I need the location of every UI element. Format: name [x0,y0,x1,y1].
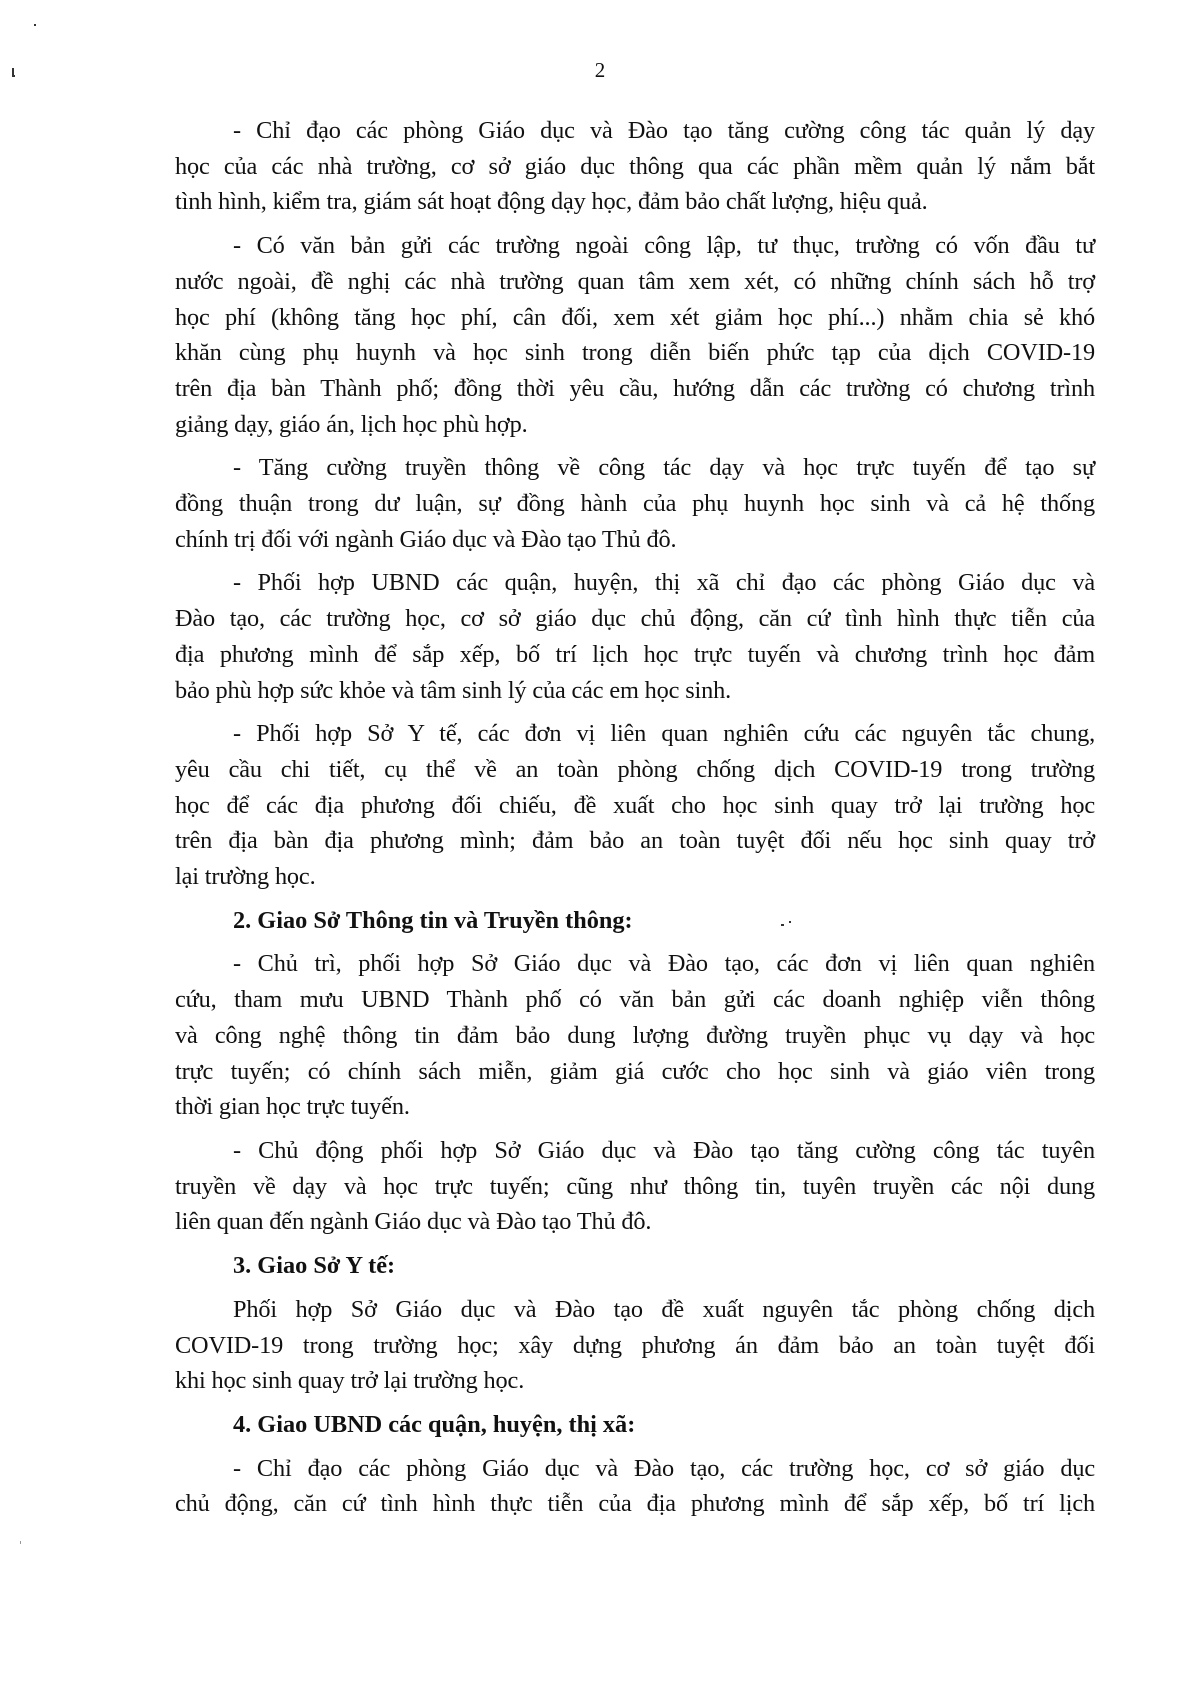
text-line: - Phối hợp Sở Y tế, các đơn vị liên quan nghiên cứu các nguyên tắc chung, [233,720,1095,748]
paragraph [175,1133,1095,1240]
text-line: liên quan đến ngành Giáo dục và Đào tạo Thủ đô. [175,1208,652,1236]
paragraph [175,565,1095,708]
text-line: chính trị đối với ngành Giáo dục và Đào tạo Thủ đô. [175,525,677,553]
text-line: khi học sinh quay trở lại trường học. [175,1367,525,1395]
text-line: tình hình, kiểm tra, giám sát hoạt động dạy học, đảm bảo chất lượng, hiệu quả. [175,188,928,216]
text-line: học của các nhà trường, cơ sở giáo dục thông qua các phần mềm quản lý nắm bắt [175,152,1095,180]
text-line: lại trường học. [175,863,316,891]
text-line: Phối hợp Sở Giáo dục và Đào tạo đề xuất nguyên tắc phòng chống dịch [233,1295,1095,1323]
text-line: yêu cầu chi tiết, cụ thể về an toàn phòng chống dịch COVID-19 trong trường [175,755,1095,783]
text-line: bảo phù hợp sức khỏe và tâm sinh lý của các em học sinh. [175,676,732,704]
paragraph [175,1292,1095,1399]
text-line: - Phối hợp UBND các quận, huyện, thị xã chỉ đạo các phòng Giáo dục và [233,569,1095,597]
text-line: - Chủ động phối hợp Sở Giáo dục và Đào tạo tăng cường công tác tuyên [233,1136,1095,1164]
text-line: trên địa bàn Thành phố; đồng thời yêu cầu, hướng dẫn các trường có chương trình [175,374,1095,402]
scan-speck [12,75,15,77]
document-body [175,113,1095,1530]
paragraph [175,113,1095,220]
text-line: - Có văn bản gửi các trường ngoài công lập, tư thục, trường có vốn đầu tư [233,232,1095,260]
text-line: - Tăng cường truyền thông về công tác dạy và học trực tuyến để tạo sự [233,454,1095,482]
text-line: trực tuyến; có chính sách miễn, giảm giá cước cho học sinh và giáo viên trong [175,1057,1095,1085]
text-line: - Chỉ đạo các phòng Giáo dục và Đào tạo tăng cường công tác quản lý dạy [233,117,1095,144]
text-line: thời gian học trực tuyến. [175,1093,410,1121]
scan-speck [20,1541,21,1544]
text-line: chủ động, căn cứ tình hình thực tiễn của địa phương mình để sắp xếp, bố trí lịch [175,1490,1095,1518]
text-line: và công nghệ thông tin đảm bảo dung lượng đường truyền phục vụ dạy và học [175,1021,1095,1049]
text-line: khăn cùng phụ huynh và học sinh trong diễn biến phức tạp của dịch COVID-19 [175,339,1095,367]
paragraph [175,450,1095,557]
scan-speck [34,24,36,26]
paragraph [175,946,1095,1125]
text-line: trên địa bàn địa phương mình; đảm bảo an toàn tuyệt đối nếu học sinh quay trở [175,827,1095,855]
text-line: học để các địa phương đối chiếu, đề xuất cho học sinh quay trở lại trường học [175,791,1095,819]
paragraph [175,228,1095,442]
text-line: đồng thuận trong dư luận, sự đồng hành của phụ huynh học sinh và cả hệ thống [175,490,1095,518]
section-heading: 4. Giao UBND các quận, huyện, thị xã: [233,1410,636,1438]
text-line: truyền về dạy và học trực tuyến; cũng như thông tin, tuyên truyền các nội dung [175,1172,1095,1200]
scan-speck [12,68,14,75]
text-line: - Chủ trì, phối hợp Sở Giáo dục và Đào tạo, các đơn vị liên quan nghiên [233,950,1095,978]
text-line: Đào tạo, các trường học, cơ sở giáo dục chủ động, căn cứ tình hình thực tiễn của [175,605,1095,633]
text-line: nước ngoài, đề nghị các nhà trường quan tâm xem xét, có những chính sách hỗ trợ [175,267,1095,295]
page-number: 2 [594,58,606,82]
paragraph [175,1451,1095,1522]
text-line: COVID-19 trong trường học; xây dựng phương án đảm bảo an toàn tuyệt đối [175,1331,1095,1359]
text-line: địa phương mình để sắp xếp, bố trí lịch học trực tuyến và chương trình học đảm [175,640,1095,668]
text-line: học phí (không tăng học phí, cân đối, xem xét giảm học phí...) nhằm chia sẻ khó [175,303,1095,331]
section-heading: 3. Giao Sở Y tế: [233,1252,396,1280]
text-line: cứu, tham mưu UBND Thành phố có văn bản gửi các doanh nghiệp viễn thông [175,986,1095,1014]
text-line: - Chỉ đạo các phòng Giáo dục và Đào tạo, các trường học, cơ sở giáo dục [233,1454,1095,1482]
text-line: giảng dạy, giáo án, lịch học phù hợp. [175,410,528,438]
section-heading: 2. Giao Sở Thông tin và Truyền thông: [233,906,633,934]
paragraph [175,716,1095,895]
